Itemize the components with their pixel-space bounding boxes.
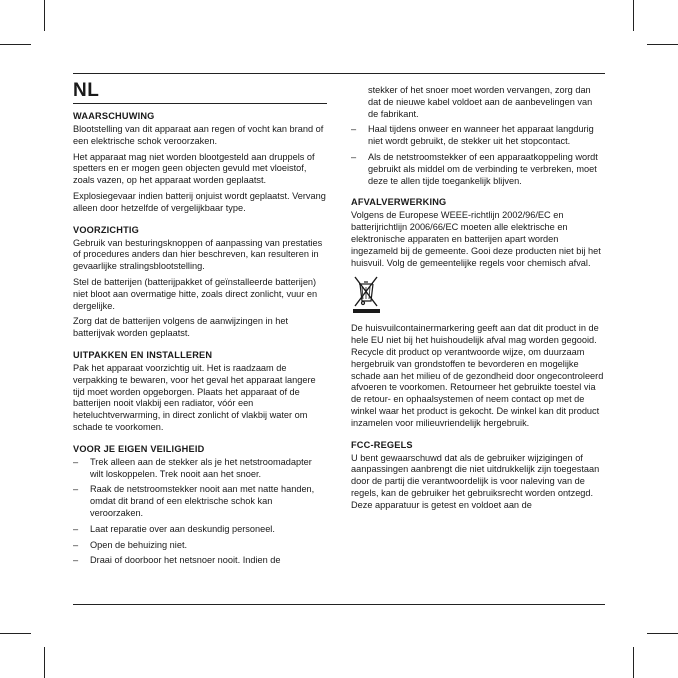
disposal-heading: AFVALVERWERKING xyxy=(351,197,447,208)
warning-heading: WAARSCHUWING xyxy=(73,111,155,121)
caution-paragraph: Gebruik van besturingsknoppen of aanpassing van prestaties of procedures anders dan hier beschreven, kan resulteren in gevaarlijke stralingsblootstelling. xyxy=(73,237,323,272)
caution-paragraph: Stel de batterijen (batterijpakket of geïnstalleerde batterijen) niet bloot aan overmatige hitte, zoals direct zonlicht, vuur en dergelijke. xyxy=(73,276,318,311)
safety-section xyxy=(73,443,327,567)
crop-mark xyxy=(647,44,678,45)
list-item xyxy=(351,124,605,148)
fcc-section xyxy=(351,439,605,512)
list-item-text: Draai of doorboor het netsnoer nooit. Indien de xyxy=(90,555,281,566)
fcc-paragraph: U bent gewaarschuwd dat als de gebruiker wijzigingen of aanpassingen aanbrengt die niet uitdrukkelijk zijn toegestaan door de partij die verantwoordelijk is voor naleving van de regels, kan de gebruiker het gebruiksrecht worden ontzegd. Deze apparatuur is getest en voldoet aan de xyxy=(351,452,600,510)
list-item xyxy=(351,152,605,187)
dash-bullet: – xyxy=(73,456,79,467)
crop-mark xyxy=(44,0,45,31)
crop-mark xyxy=(647,633,678,634)
dash-bullet: – xyxy=(351,151,357,162)
crop-mark xyxy=(633,0,634,31)
dash-bullet: – xyxy=(73,555,79,566)
unpacking-paragraph: Pak het apparaat voorzichtig uit. Het is raadzaam de verpakking te bewaren, voor het geval het apparaat langere tijd moet worden opgeborgen. Plaats het apparaat of de batterijen nooit vlakbij een radiator, vóór een heteluchtverwarming, in direct zonlicht of vlakbij water om schade te voorkomen. xyxy=(73,362,316,432)
language-code: NL xyxy=(73,80,100,101)
caution-paragraph: Zorg dat de batterijen volgens de aanwijzingen in het batterijvak worden geplaatst. xyxy=(73,316,289,339)
list-item-text: Trek alleen aan de stekker als je het netstroomadapter wilt loskoppelen. Trek nooit aan het snoer. xyxy=(90,456,312,479)
crossed-out-wheelie-bin-icon xyxy=(352,273,380,315)
unpacking-section xyxy=(73,349,327,434)
warning-paragraph: Explosiegevaar indien batterij onjuist wordt geplaatst. Vervang alleen door hetzelfde of vergelijkbaar type. xyxy=(73,190,326,213)
safety-heading: VOOR JE EIGEN VEILIGHEID xyxy=(73,443,205,454)
list-item-text: Laat reparatie over aan deskundig personeel. xyxy=(90,523,275,534)
list-item-text: Raak de netstroomstekker nooit aan met natte handen, omdat dit brand of een elektrische schok kan veroorzaken. xyxy=(90,484,315,518)
list-item xyxy=(73,457,327,481)
disposal-section xyxy=(351,196,605,429)
safety-list xyxy=(73,457,327,567)
list-item-text: Haal tijdens onweer en wanneer het apparaat langdurig niet wordt gebruikt, de stekker uit het stopcontact. xyxy=(368,124,594,147)
bottom-rule xyxy=(73,604,605,605)
top-rule xyxy=(73,73,605,74)
list-item-text: Open de behuizing niet. xyxy=(90,539,188,550)
dash-bullet: – xyxy=(73,523,79,534)
caution-heading: VOORZICHTIG xyxy=(73,224,140,235)
crop-mark xyxy=(0,44,31,45)
language-rule xyxy=(73,103,327,104)
disposal-paragraph: De huisvuilcontainermarkering geeft aan dat dit product in de hele EU niet bij het huishoudelijk afval mag worden gegooid. Recycle dit product op verantwoorde wijze, om duurzaam hergebruik van grondstoffen te bevorderen en mogelijke schade aan het milieu of de gezondheid door ongecontroleerd afvoeren te voorkomen. Retourneer het gebruikte toestel via de retour- en ophaalsystemen of neem contact op met de winkel waar het product is gekocht. De winkel kan dit product inzamelen voor milieuvriendelijk hergebruik. xyxy=(351,323,604,428)
warning-section xyxy=(73,110,327,215)
list-item xyxy=(73,484,327,519)
safety-continued-text: stekker of het snoer moet worden vervangen, zorg dan dat de nieuwe kabel voldoet aan de aanbevelingen van de fabrikant. xyxy=(368,85,593,119)
dash-bullet: – xyxy=(73,539,79,550)
safety-list-continued xyxy=(351,124,605,187)
crop-mark xyxy=(44,647,45,678)
list-item-text: Als de netstroomstekker of een apparaatkoppeling wordt gebruikt als middel om de verbinding te verbreken, moet deze te allen tijde toegankelijk blijven. xyxy=(368,151,598,186)
list-item xyxy=(73,524,327,536)
disposal-paragraph: Volgens de Europese WEEE-richtlijn 2002/96/EC en batterijrichtlijn 2006/66/EC moeten alle elektrische en elektronische apparaten en batterijen apart worden ingezameld bij de gemeente. Gooi deze producten niet bij het huisvuil. Volg de gemeentelijke regels voor chemisch afval. xyxy=(351,210,601,268)
crop-mark xyxy=(0,633,31,634)
list-item xyxy=(73,555,327,567)
crop-mark xyxy=(633,647,634,678)
dash-bullet: – xyxy=(73,484,79,495)
unpacking-heading: UITPAKKEN EN INSTALLEREN xyxy=(73,349,213,360)
warning-paragraph: Het apparaat mag niet worden blootgesteld aan druppels of spetters en er mogen geen objecten gevuld met vloeistof, zoals vazen, op het apparaat worden geplaatst. xyxy=(73,151,315,186)
fcc-heading: FCC-REGELS xyxy=(351,439,413,450)
caution-section xyxy=(73,224,327,340)
dash-bullet: – xyxy=(351,124,357,135)
list-item xyxy=(73,540,327,552)
warning-paragraph: Blootstelling van dit apparaat aan regen of vocht kan brand of een elektrische schok veroorzaken. xyxy=(73,124,324,146)
right-column xyxy=(351,85,605,516)
left-column xyxy=(73,110,327,571)
